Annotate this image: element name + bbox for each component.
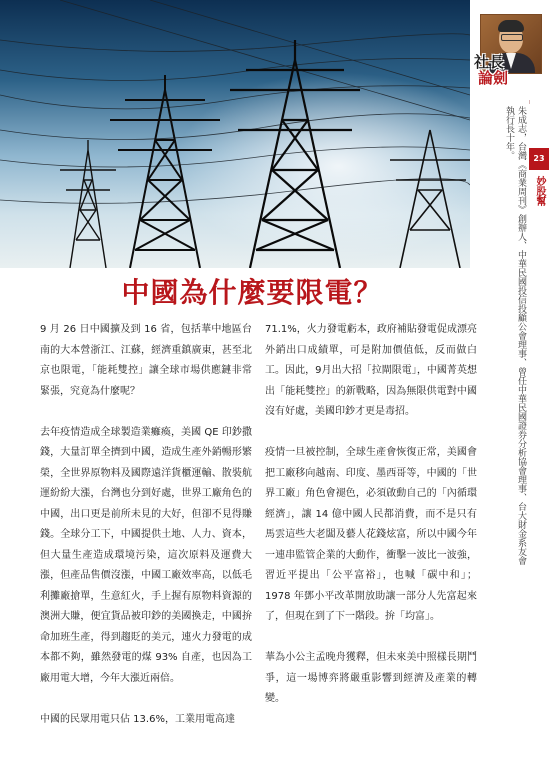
pylon-illustration — [0, 0, 470, 268]
column-label-line1: 社長 — [474, 53, 505, 71]
column-label — [470, 54, 510, 86]
column-label-line2: 論劍 — [478, 69, 509, 87]
portrait-hair — [498, 20, 524, 32]
author-bio: 朱成志，台灣《商業周刊》創辦人、中華民國投信投顧公會理事、曾任中華民國證券分析協會理事、台大財金系友會執行長十年。 — [504, 106, 526, 565]
section-name: 妙股幫 — [534, 176, 545, 206]
article-title: 中國為什麼要限電？ — [121, 276, 383, 309]
article-paragraph: 去年疫情造成全球製造業癱瘓，美國 QE 印鈔撒錢，大量訂單全擠到中國，造成生產外銷暢形繁榮，全世界原物料及國際遠洋貨櫃運輸、散裝航運紛紛大漲，台灣也分到好處，世界工廠角色的中國，出口更是前所未見的大好，但卻不見得賺錢。全球分工下，中國提供土地、人力、資本，但大量生產造成環境污染，這次原料及運費大漲，但產品售價沒漲，中國工廠效率高，以低毛利攤廠搶單，生意紅火，手上握有原物料資源的澳洲大賺，便宜貨品被印鈔的美國換走，中國拚命加班生產，得到趨貶的美元，連火力發電的成本都不夠，雖然發電的煤 93% 自產，也因為工廠用電大增，今年大漲近兩倍。 — [40, 426, 252, 684]
article-left-column — [40, 320, 252, 751]
article-paragraph: 71.1%，火力發電虧本，政府補貼發電促成漂亮外銷出口成績單，可是附加價值低，反而做白工。因此，9月出大招「拉閘限電」，中國菁英想出「能耗雙控」的新戰略，因為無限供電對中國沒有好處，美國印鈔才更是毒招。 — [265, 324, 477, 417]
article-paragraph: 疫情一旦被控制，全球生產會恢復正常，美國會把工廠移向越南、印度、墨西哥等，中國的「世界工廠」角色會褪色，必須啟動自己的「內循環經濟」，讓 14 億中國人民都消費，而不是只有馬雲這些大老闆及藝人花錢炫富，所以中國今年一連串監管企業的大動作，衝擊一波比一波強，習近平提出「公平富裕」，也喊「碳中和」；1978 年鄧小平改革開放助讓一部分人先富起來了，但現在到了下一階段。拚「均富」。 — [265, 447, 477, 622]
hero-photo-power-pylons — [0, 0, 470, 268]
article-paragraph: 華為小公主孟晚舟獲釋，但未來美中照樣長期鬥爭，這一場博弈將嚴重影響到經濟及產業的轉變。 — [265, 652, 477, 704]
columnist-header — [470, 0, 549, 100]
article-paragraph: 9 月 26 日中國擴及到 16 省，包括華中地區台南的大本營浙江、江蘇，經濟重鎮廣東，甚至北京也限電，「能耗雙控」讓全球市場供應鏈非常緊張，究竟為什麼呢？ — [40, 324, 252, 397]
portrait-glasses — [501, 34, 523, 41]
article-right-column — [265, 320, 477, 730]
article-paragraph: 中國的民眾用電只佔 13.6%，工業用電高達 — [40, 713, 235, 725]
page-number: 23 — [529, 148, 549, 170]
